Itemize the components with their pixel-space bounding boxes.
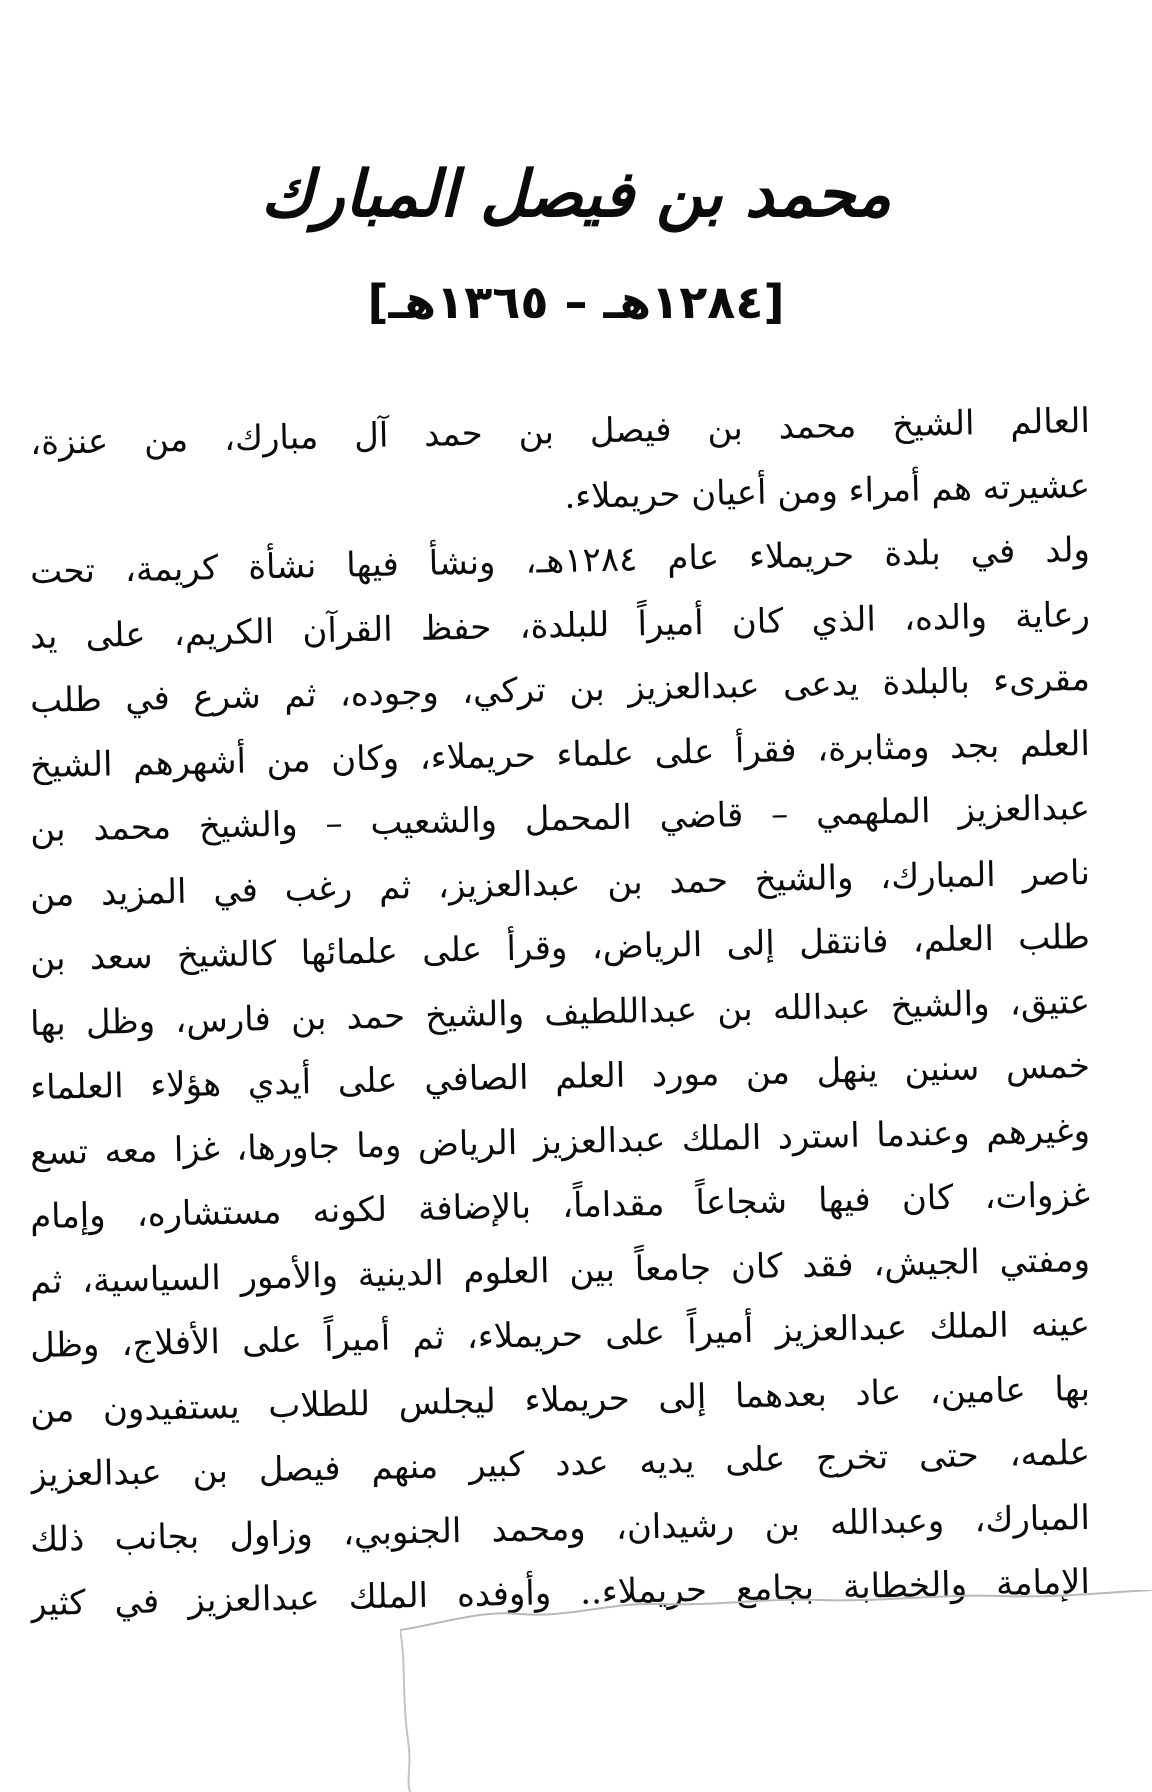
biography-title: محمد بن فيصل المبارك (260, 158, 892, 232)
body-line: بها عامين، عاد بعدهما إلى حريملاء ليجلس للطلاب يستفيدون من (29, 1368, 1091, 1431)
body-line: العلم بجد ومثابرة، فقرأ على علماء حريملاء، وكان من أشهرهم الشيخ (29, 723, 1091, 786)
body-line: طلب العلم، فانتقل إلى الرياض، وقرأ على علمائها كالشيخ سعد بن (29, 916, 1091, 980)
body-line: عبدالعزيز الملهمي – قاضي المحمل والشعيب – والشيخ محمد بن (29, 787, 1091, 851)
body-line: عتيق، والشيخ عبدالله بن عبداللطيف والشيخ حمد بن فارس، وظل بها (29, 981, 1091, 1044)
body-line: علمه، حتى تخرج على يديه عدد كبير منهم فيصل بن عبدالعزيز (29, 1432, 1091, 1496)
body-line: ولد في بلدة حريملاء عام ١٢٨٤هـ، ونشأ فيها نشأة كريمة، تحت (29, 529, 1091, 593)
biography-years: [١٢٨٤هـ – ١٣٦٥هـ] (367, 275, 785, 329)
body-line: ناصر المبارك، والشيخ حمد بن عبدالعزيز، ثم رغب في المزيد من (29, 852, 1091, 915)
body-line: الإمامة والخطابة بجامع حريملاء.. وأوفده الملك عبدالعزيز في كثير (29, 1561, 1091, 1625)
body-line: العالم الشيخ محمد بن فيصل بن حمد آل مبارك، من عنزة، (29, 400, 1091, 464)
body-line: ومفتي الجيش، فقد كان جامعاً بين العلوم الدينية والأمور السياسية، ثم (29, 1239, 1091, 1302)
body-line: رعاية والده، الذي كان أميراً للبلدة، حفظ القرآن الكريم، على يد (29, 594, 1091, 657)
body-line: وغيرهم وعندما استرد الملك عبدالعزيز الرياض وما جاورها، غزا معه تسع (29, 1110, 1091, 1173)
body-line: المبارك، وعبدالله بن رشيدان، ومحمد الجنوبي، وزاول بجانب ذلك (29, 1497, 1091, 1560)
body-line: مقرىء بالبلدة يدعى عبدالعزيز بن تركي، وجوده، ثم شرع في طلب (29, 658, 1091, 722)
body-line: خمس سنين ينهل من مورد العلم الصافي على أيدي هؤلاء العلماء (29, 1045, 1091, 1109)
body-line: عينه الملك عبدالعزيز أميراً على حريملاء، ثم أميراً على الأفلاج، وظل (29, 1303, 1091, 1367)
body-line: عشيرته هم أمراء ومن أعيان حريملاء. (563, 465, 1091, 517)
body-line: غزوات، كان فيها شجاعاً مقداماً، بالإضافة لكونه مستشاره، وإمام (29, 1174, 1091, 1238)
biography-body (30, 400, 1090, 1626)
